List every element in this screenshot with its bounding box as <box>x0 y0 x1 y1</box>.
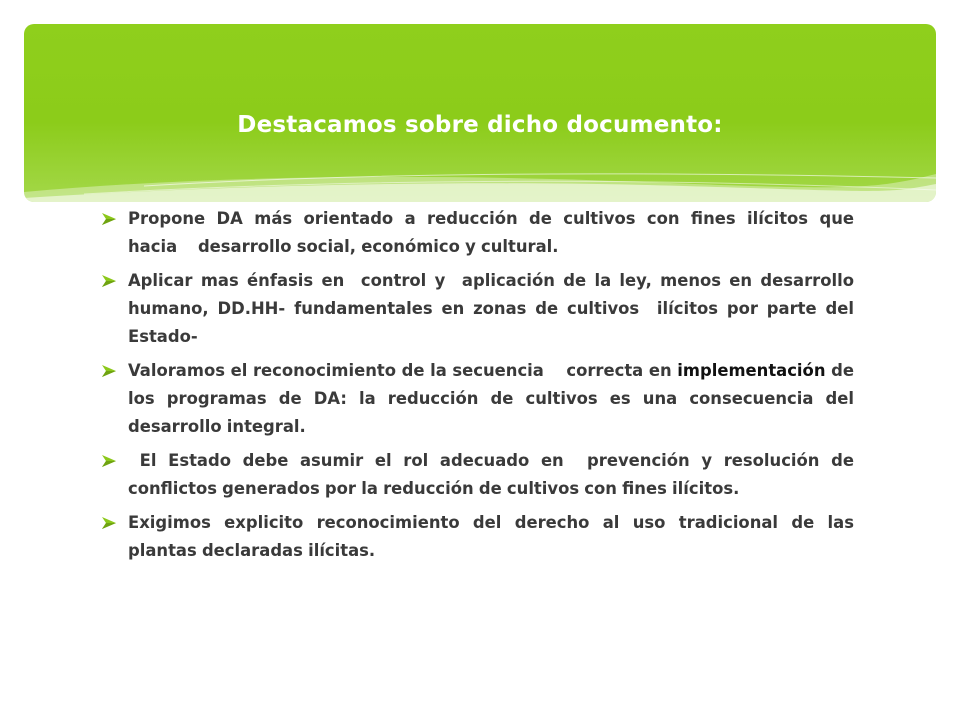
bullet-text: Exigimos explicito reconocimiento del derecho al uso tradicional de las plantas declaradas ilícitas. <box>128 513 854 560</box>
arrow-bullet-icon <box>101 454 117 468</box>
bullet-item <box>101 357 854 441</box>
bullet-text: Propone DA más orientado a reducción de cultivos con fines ilícitos que hacia desarrollo social, económico y cultural. <box>128 209 854 256</box>
bullet-text: Aplicar mas énfasis en control y aplicación de la ley, menos en desarrollo humano, DD.HH- fundamentales en zonas de cultivos ilícitos por parte del Estado- <box>128 271 854 346</box>
bullet-item <box>101 509 854 565</box>
bullet-text-highlight: implementación <box>677 361 826 380</box>
arrow-bullet-icon <box>101 274 117 288</box>
slide-title: Destacamos sobre dicho documento: <box>237 112 723 138</box>
bullet-list <box>101 205 854 571</box>
bullet-item <box>101 447 854 503</box>
arrow-bullet-icon <box>101 516 117 530</box>
arrow-bullet-icon <box>101 364 117 378</box>
bullet-text-before: Valoramos el reconocimiento de la secuencia correcta en <box>128 361 678 380</box>
bullet-item <box>101 205 854 261</box>
bullet-item <box>101 267 854 351</box>
bullet-text: El Estado debe asumir el rol adecuado en prevención y resolución de conflictos generados por la reducción de cultivos con fines ilícitos. <box>128 451 854 498</box>
bullet-text-after: de los programas de DA: la reducción de cultivos es una consecuencia del desarrollo integral. <box>128 361 854 436</box>
arrow-bullet-icon <box>101 212 117 226</box>
